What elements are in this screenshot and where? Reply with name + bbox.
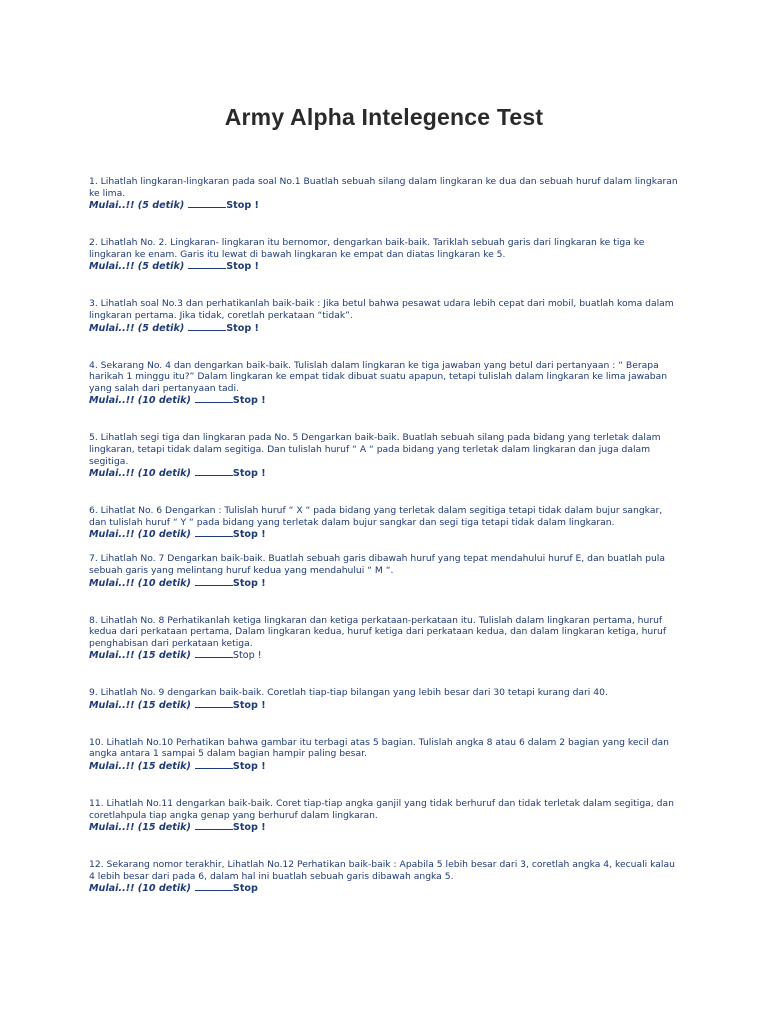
answer-blank: [195, 760, 233, 769]
stop-label: Stop !: [232, 650, 262, 662]
answer-blank: [188, 322, 226, 331]
timer-line: [89, 699, 681, 712]
mulai-label: Mulai..!! (10 detik): [89, 577, 191, 589]
question-item-5: [89, 432, 681, 480]
timer-line: [89, 882, 681, 895]
stop-label: Stop: [232, 883, 258, 895]
mulai-label: Mulai..!! (15 detik): [89, 822, 191, 834]
question-item-9: [89, 687, 681, 712]
question-text: 7. Lihatlah No. 7 Dengarkan baik-baik. Buatlah sebuah garis dibawah huruf yang tepat mendahului huruf E, dan buatlah pula sebuah garis yang melintang huruf kedua yang mendahului “ M “.: [89, 553, 665, 576]
stop-label: Stop !: [232, 395, 266, 407]
question-item-7: [89, 553, 681, 589]
answer-blank: [188, 260, 226, 269]
question-text: 11. Lihatlah No.11 dengarkan baik-baik. Coret tiap-tiap angka ganjil yang tidak berhuruf dan tidak terletak dalam segitiga, dan coretlahpula tiap angka genap yang berhuruf dalam lingkaran.: [89, 798, 674, 821]
mulai-label: Mulai..!! (5 detik): [89, 261, 185, 273]
mulai-label: Mulai..!! (10 detik): [89, 468, 191, 480]
question-item-3: [89, 298, 681, 334]
mulai-label: Mulai..!! (10 detik): [89, 883, 191, 895]
stop-label: Stop !: [226, 261, 259, 273]
question-text: 6. Lihatlat No. 6 Dengarkan : Tulislah huruf “ X “ pada bidang yang terletak dalam segitiga tetapi tidak dalam bujur sangkar, dan tulislah huruf “ Y “ pada bidang yang terletak dalam bujur sangkar dan segi tiga tetapi tidak dalam lingkaran.: [89, 505, 663, 528]
stop-label: Stop !: [226, 200, 259, 212]
question-text: 2. Lihatlah No. 2. Lingkaran- lingkaran itu bernomor, dengarkan baik-baik. Tariklah sebuah garis dari lingkaran ke tiga ke lingkaran ke enam. Garis itu lewat di bawah lingkaran ke empat dan diatas lingkaran ke 5.: [89, 237, 645, 260]
stop-label: Stop !: [232, 529, 266, 541]
mulai-label: Mulai..!! (15 detik): [89, 650, 191, 662]
answer-blank: [195, 528, 233, 537]
question-text: 3. Lihatlah soal No.3 dan perhatikanlah baik-baik : Jika betul bahwa pesawat udara lebih cepat dari mobil, buatlah koma dalam lingkaran pertama. Jika tidak, coretlah perkataan “tidak”.: [89, 298, 674, 321]
mulai-label: Mulai..!! (15 detik): [89, 761, 191, 773]
answer-blank: [195, 577, 233, 586]
mulai-label: Mulai..!! (5 detik): [89, 322, 185, 334]
question-item-11: [89, 798, 681, 834]
question-item-12: [89, 859, 681, 895]
question-item-6: [89, 505, 681, 541]
stop-label: Stop !: [232, 699, 266, 711]
timer-line: [89, 199, 681, 212]
question-text: 10. Lihatlah No.10 Perhatikan bahwa gambar itu terbagi atas 5 bagian. Tulislah angka 8 atau 6 dalam 2 bagian yang kecil dan angka antara 1 sampai 5 dalam bagian hampir paling besar.: [89, 736, 669, 760]
question-text: 5. Lihatlah segi tiga dan lingkaran pada No. 5 Dengarkan baik-baik. Buatlah sebuah silang pada bidang yang terletak dalam lingkaran, tetapi tidak dalam segitiga. Dan tulislah huruf “ A “ pada bidang yang terletak dalam lingkaran dan juga dalam segitiga.: [89, 432, 661, 467]
stop-label: Stop !: [232, 761, 266, 773]
timer-line: [89, 467, 681, 480]
question-list: [89, 176, 681, 920]
question-text: 9. Lihatlah No. 9 dengarkan baik-baik. Coretlah tiap-tiap bilangan yang lebih besar dari 30 tetapi kurang dari 40.: [89, 687, 608, 699]
timer-line: [89, 322, 681, 335]
question-text: 1. Lihatlah lingkaran-lingkaran pada soal No.1 Buatlah sebuah silang dalam lingkaran ke dua dan sebuah huruf dalam lingkaran ke lima.: [89, 176, 678, 199]
answer-blank: [195, 394, 233, 403]
mulai-label: Mulai..!! (15 detik): [89, 699, 191, 711]
stop-label: Stop !: [232, 822, 266, 834]
mulai-label: Mulai..!! (10 detik): [89, 529, 191, 541]
mulai-label: Mulai..!! (5 detik): [89, 200, 185, 212]
question-item-4: [89, 360, 681, 408]
question-item-10: [89, 737, 681, 773]
stop-label: Stop !: [232, 468, 266, 480]
question-item-8: [89, 615, 681, 663]
answer-blank: [195, 649, 233, 658]
mulai-label: Mulai..!! (10 detik): [89, 395, 191, 407]
answer-blank: [188, 199, 226, 208]
answer-blank: [195, 467, 233, 476]
question-text: 8. Lihatlah No. 8 Perhatikanlah ketiga lingkaran dan ketiga perkataan-perkataan itu. Tulislah dalam lingkaran pertama, huruf kedua dari perkataan pertama, Dalam lingkaran kedua, huruf ketiga dari perkataan kedua, dan dalam lingkaran ketiga, huruf penghabisan dari perkataan ketiga.: [89, 614, 667, 649]
answer-blank: [195, 699, 233, 708]
stop-label: Stop !: [232, 577, 266, 589]
stop-label: Stop !: [226, 322, 259, 334]
timer-line: [89, 394, 681, 407]
question-text: 4. Sekarang No. 4 dan dengarkan baik-baik. Tulislah dalam lingkaran ke tiga jawaban yang betul dari pertanyaan : “ Berapa harikah 1 minggu itu?” Dalam lingkaran ke empat tidak dibuat suatu apapun, tetapi tulislah dalam lingkaran ke lima jawaban yang salah dari pertanyaan tadi.: [89, 359, 668, 394]
question-item-2: [89, 237, 681, 273]
timer-line: [89, 821, 681, 834]
question-item-1: [89, 176, 681, 212]
timer-line: [89, 528, 681, 541]
question-text: 12. Sekarang nomor terakhir, Lihatlah No.12 Perhatikan baik-baik : Apabila 5 lebih besar dari 3, coretlah angka 4, kecuali kalau 4 lebih besar dari pada 6, dalam hal ini buatlah sebuah garis dibawah angka 5.: [89, 859, 675, 882]
answer-blank: [195, 882, 233, 891]
answer-blank: [195, 821, 233, 830]
timer-line: [89, 577, 681, 590]
timer-line: [89, 649, 681, 662]
document-title: Army Alpha Intelegence Test: [224, 104, 544, 130]
timer-line: [89, 260, 681, 273]
timer-line: [89, 760, 681, 773]
